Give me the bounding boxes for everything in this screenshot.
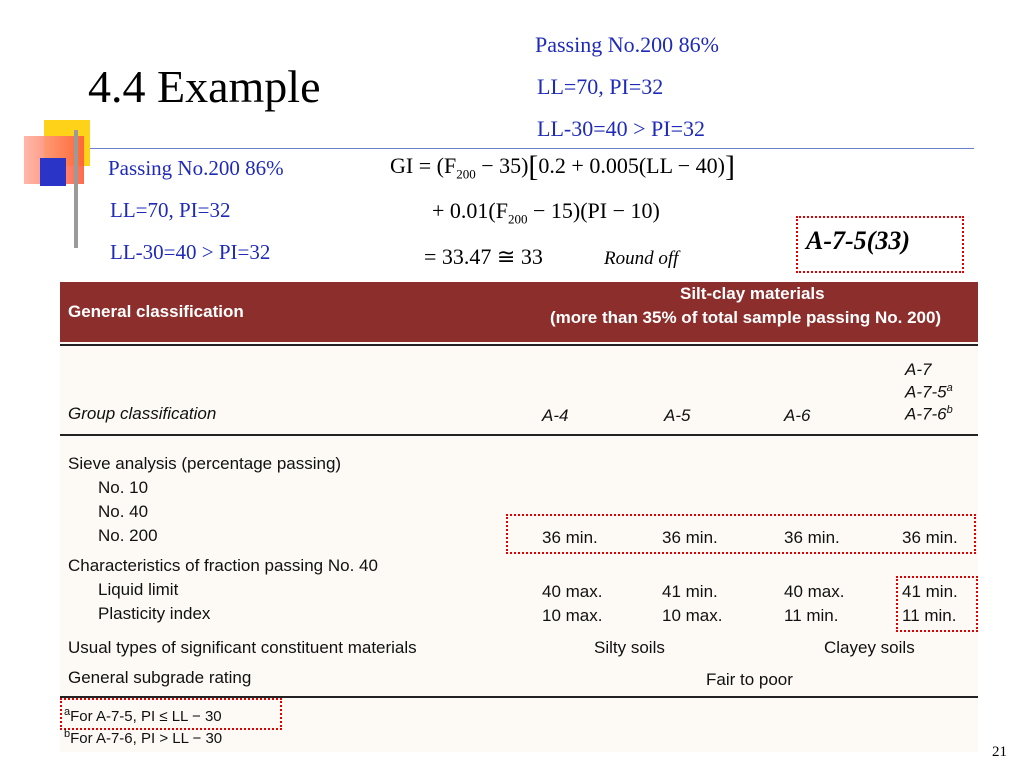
sieve-no10: No. 10 <box>98 478 149 497</box>
eq1-part-b: − 35) <box>475 153 529 178</box>
decor-vertical-rule <box>74 130 78 248</box>
characteristics-label: Characteristics of fraction passing No. 40 <box>68 556 378 575</box>
round-off-note: Round off <box>604 248 679 269</box>
group-a6: A-6 <box>784 406 811 425</box>
header-silt-clay: Silt-clay materials <box>680 284 825 303</box>
header-more-than-35: (more than 35% of total sample passing No. 200) <box>550 308 942 327</box>
page-number: 21 <box>992 744 1007 760</box>
no200-a4: 36 min. <box>542 528 598 547</box>
rule-group <box>60 434 978 436</box>
pi-a4: 10 max. <box>542 606 603 625</box>
sieve-analysis-label: Sieve analysis (percentage passing) <box>68 454 342 473</box>
page-title: 4.4 Example <box>88 61 321 112</box>
footnote-a: $^a$For A-7-5, PI ≤ LL − 30 <box>64 706 222 725</box>
footnote-b: $^b$For A-7-6, PI > LL − 30 <box>64 728 223 747</box>
sieve-no40: No. 40 <box>98 502 149 521</box>
aashto-classification-table <box>60 282 978 752</box>
given-line-2: LL=70, PI=32 <box>110 198 231 222</box>
group-a4: A-4 <box>542 406 569 425</box>
clayey-soils: Clayey soils <box>824 638 915 657</box>
ll-a5: 41 min. <box>662 582 718 601</box>
top-right-line-3: LL-30=40 > PI=32 <box>537 116 705 141</box>
subgrade-rating-value: Fair to poor <box>706 670 793 689</box>
given-line-3: LL-30=40 > PI=32 <box>110 240 271 264</box>
label-a7-6: A-7-6$^b$ <box>905 404 953 424</box>
liquid-limit-label: Liquid limit <box>98 580 179 599</box>
eq2-part-a: + 0.01(F <box>432 198 508 223</box>
usual-types-label: Usual types of significant constituent materials <box>68 638 417 657</box>
decor-blue-square <box>40 158 66 186</box>
ll-pi-highlight-box <box>896 576 978 632</box>
label-a7-5: A-7-5$^a$ <box>905 382 953 402</box>
sieve-no200: No. 200 <box>98 526 158 545</box>
equation-line-2 <box>432 198 660 227</box>
pi-a5: 10 max. <box>662 606 723 625</box>
no200-a6: 36 min. <box>784 528 840 547</box>
pi-a6: 11 min. <box>784 606 839 625</box>
eq2-sub: 200 <box>507 211 528 227</box>
rule-top <box>60 344 978 346</box>
eq1-part-a: GI = (F <box>390 153 457 178</box>
plasticity-index-label: Plasticity index <box>98 604 211 623</box>
eq1-sub: 200 <box>456 166 476 182</box>
table-header <box>60 282 978 342</box>
ll-a6: 40 max. <box>784 582 845 601</box>
silty-soils: Silty soils <box>594 638 665 657</box>
no200-a7: 36 min. <box>902 528 958 547</box>
no200-a5: 36 min. <box>662 528 718 547</box>
subgrade-rating-label: General subgrade rating <box>68 668 252 687</box>
classification-result: A-7-5(33) <box>806 226 910 255</box>
label-a7: A-7 <box>905 360 932 379</box>
decor-horizontal-rule <box>90 148 974 149</box>
group-classification-label: Group classification <box>68 404 217 423</box>
header-general-classification: General classification <box>68 302 244 321</box>
bracket-open: [ <box>528 150 539 183</box>
pi-a7: 11 min. <box>902 606 957 625</box>
eq1-part-c: 0.2 + 0.005(LL − 40) <box>538 153 725 178</box>
bracket-close: ] <box>724 150 735 183</box>
ll-a7: 41 min. <box>902 582 958 601</box>
top-right-line-2: LL=70, PI=32 <box>537 74 664 99</box>
eq2-part-b: − 15)(PI − 10) <box>527 198 660 223</box>
top-right-line-1: Passing No.200 86% <box>535 32 719 57</box>
equation-line-1 <box>390 150 735 184</box>
equation-line-3: = 33.47 ≅ 33 <box>424 244 543 269</box>
given-line-1: Passing No.200 86% <box>108 156 284 180</box>
group-a5: A-5 <box>664 406 691 425</box>
ll-a4: 40 max. <box>542 582 603 601</box>
